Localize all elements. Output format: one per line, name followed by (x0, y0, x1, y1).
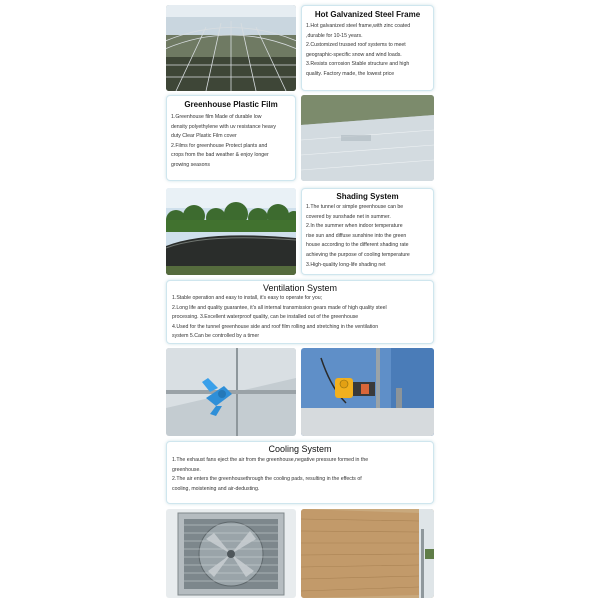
ventilation-line: system 5.Can be controlled by a timer (172, 333, 260, 340)
cooling-line: cooling, moistening and air-dedusting. (172, 485, 260, 492)
steel-frame-line: 2.Customized trussed roof systems to meet (306, 42, 406, 49)
plastic-film-line: growing seasons (171, 161, 210, 168)
shading-line: 1.The tunnel or simple greenhouse can be (306, 204, 404, 210)
shading-line: 3.High-quality long-life shading net (306, 261, 386, 268)
shading-title: Shading System (336, 192, 399, 201)
steel-frame-card (301, 5, 434, 91)
exhaust-fan-photo (166, 509, 296, 598)
shading-line: 2.In the summer when indoor temperature (306, 223, 403, 230)
shading-photo (166, 188, 296, 275)
plastic-film-line: 1.Greenhouse film Made of durable low (171, 114, 262, 120)
plastic-film-line: duty Clear Plastic Film cover (171, 133, 237, 140)
steel-frame-line: geographic-specific snow and wind loads. (306, 51, 402, 58)
cooling-card (166, 441, 434, 504)
shading-line: achieving the purpose of cooling temperature (306, 251, 410, 258)
shading-card (301, 188, 434, 275)
cooling-title: Cooling System (268, 444, 332, 454)
steel-frame-line: 1.Hot galvanized steel frame,with zinc coated (306, 23, 411, 29)
motor-photo (301, 348, 434, 436)
plastic-film-line: crops from the bad weather & enjoy longer (171, 152, 269, 159)
steel-frame-line: quality. Factory made, the lowest price (306, 70, 395, 77)
cooling-pad-photo (301, 509, 434, 598)
ventilation-line: 4.Used for the tunnel greenhouse side and roof film rolling and stretching in the ventilation (172, 323, 379, 330)
plastic-film-line: 2.Films for greenhouse Protect plants and (171, 142, 268, 149)
ventilation-title: Ventilation System (262, 283, 338, 293)
plastic-film-title: Greenhouse Plastic Film (184, 100, 278, 109)
steel-frame-photo (166, 5, 296, 91)
cooling-line: 2.The air enters the greenhousethrough the cooling pads, resulting in the effects of (172, 476, 362, 483)
steel-frame-line: ,durable for 10-15 years. (306, 32, 363, 39)
plastic-film-photo (301, 95, 434, 181)
ventilation-line: 2.Long life and quality guarantee, it's all internal transmission gears made of high quality steel (172, 304, 387, 311)
ventilation-line: processing. 3.Excellent waterproof quality, can be installed out of the greenhouse (172, 314, 359, 321)
plastic-film-card (166, 95, 296, 181)
ventilation-card (166, 280, 434, 344)
product-detail-column (166, 0, 434, 600)
shading-line: rise sun and diffuse sunshine into the green (306, 232, 407, 239)
shading-line: covered by sunshade net in summer. (306, 213, 391, 220)
shading-line: house according to the different shading rate (306, 242, 409, 249)
steel-frame-title: Hot Galvanized Steel Frame (314, 10, 421, 19)
steel-frame-line: 3.Resists corrosion Stable structure and high (306, 61, 410, 68)
cooling-line: greenhouse. (172, 466, 201, 473)
cooling-line: 1.The exhaust fans eject the air from the greenhouse,negative pressure formed in the (172, 457, 369, 463)
plastic-film-line: density polyethylene with uv resistance heavy (171, 123, 276, 130)
film-roller-photo (166, 348, 296, 436)
ventilation-line: 1.Stable operation and easy to install, it's easy to operate for you; (172, 295, 323, 301)
